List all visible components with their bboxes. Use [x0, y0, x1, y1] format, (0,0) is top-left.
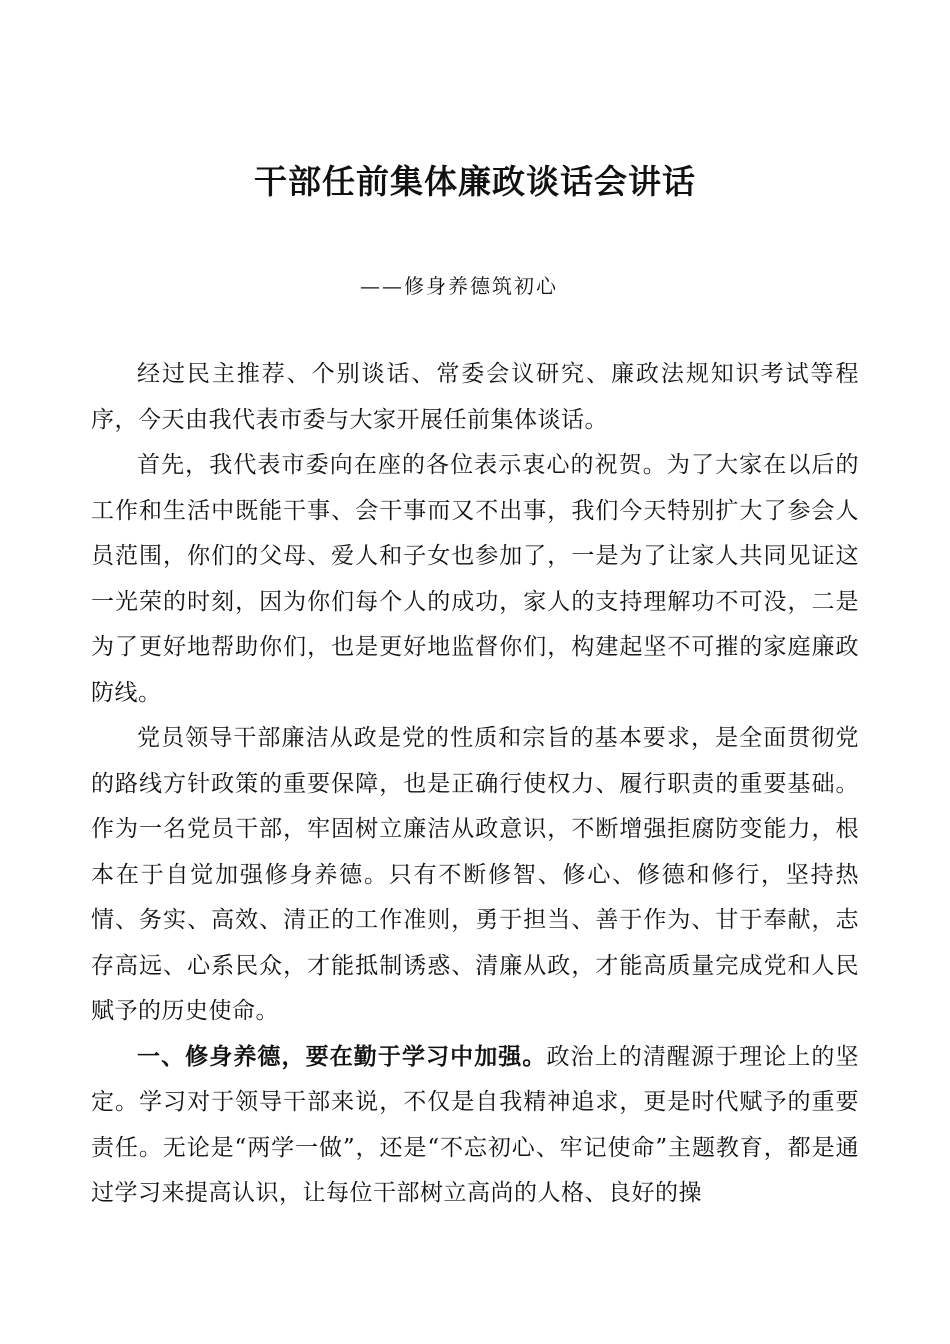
paragraph-text: 首先，我代表市委向在座的各位表示衷心的祝贺。为了大家在以后的工作和生活中既能干事、会干事而又不出事，我们今天特别扩大了参会人员范围，你们的父母、爱人和子女也参加了，一是为了让家人共同见证这一光荣的时刻，因为你们每个人的成功，家人的支持理解功不可没，二是为了更好地帮助你们，也是更好地监督你们，构建起坚不可摧的家庭廉政防线。	[91, 452, 859, 706]
paragraph-text: 政治上的清醒源于理论上的坚定。学习对于领导干部来说，不仅是自我精神追求，更是时代赋予的重要责任。无论是“两学一做”，还是“不忘初心、牢记使命”主题教育，都是通过学习来提高认识，让每位干部树立高尚的人格、良好的操	[91, 1043, 860, 1206]
paragraph	[91, 1035, 859, 1217]
document-title: 干部任前集体廉政谈话会讲话	[254, 162, 696, 201]
paragraph-text: 党员领导干部廉洁从政是党的性质和宗旨的基本要求，是全面贯彻党的路线方针政策的重要保障，也是正确行使权力、履行职责的重要基础。作为一名党员干部，牢固树立廉洁从政意识，不断增强拒腐防变能力，根本在于自觉加强修身养德。只有不断修智、修心、修德和修行，坚持热情、务实、高效、清正的工作准则，勇于担当、善于作为、甘于奉献，志存高远、心系民众，才能抵制诱惑、清廉从政，才能高质量完成党和人民赋予的历史使命。	[91, 725, 859, 1024]
paragraph-text: 经过民主推荐、个别谈话、常委会议研究、廉政法规知识考试等程序，今天由我代表市委与大家开展任前集体谈话。	[91, 361, 859, 433]
paragraph	[91, 716, 859, 1035]
document-body	[91, 352, 859, 1217]
paragraph	[91, 443, 859, 716]
paragraph	[91, 352, 859, 443]
section-heading-lead: 一、修身养德，要在勤于学习中加强。	[137, 1043, 547, 1070]
document-subtitle: ——修身养德筑初心	[360, 274, 558, 298]
